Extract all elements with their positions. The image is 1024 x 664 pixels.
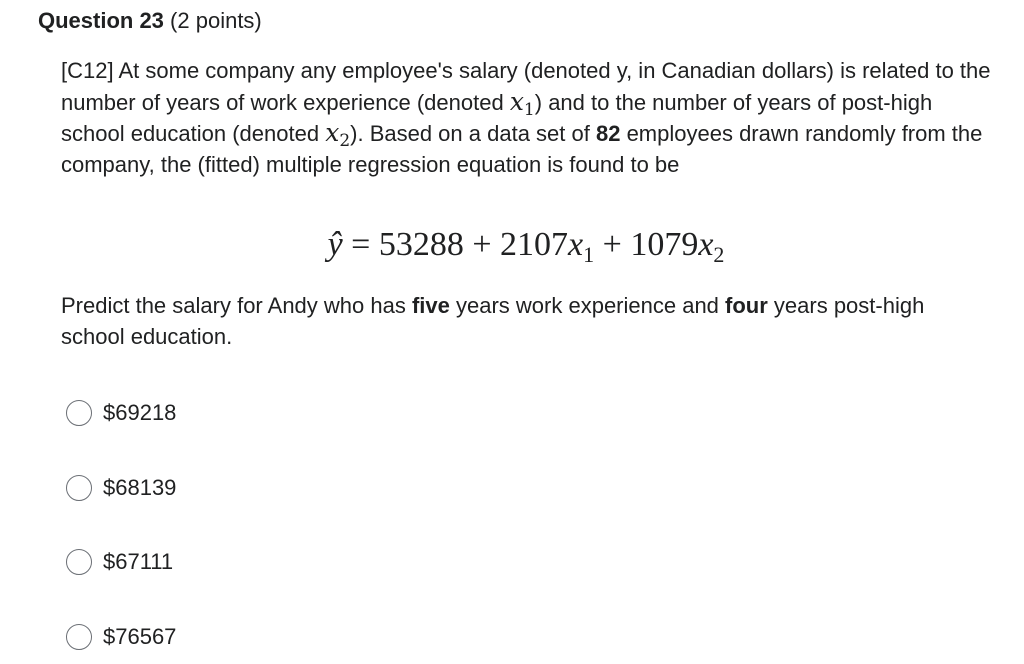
question-points: (2 points) xyxy=(170,8,262,33)
answer-option-3-label: $67111 xyxy=(103,549,174,574)
prompt-bold-2: four xyxy=(725,293,768,318)
question-header xyxy=(38,6,262,36)
equation-var-2: x xyxy=(698,226,714,263)
prompt-bold-1: five xyxy=(411,293,450,318)
answer-option-1[interactable] xyxy=(66,395,176,431)
radio-button-2[interactable] xyxy=(66,475,92,501)
math-variable-x2-letter: x xyxy=(325,118,340,147)
math-variable-x2-subscript: 2 xyxy=(339,131,351,151)
answer-option-2-label: $68139 xyxy=(103,475,177,500)
answer-option-2[interactable] xyxy=(66,470,176,506)
equation-equals: = xyxy=(351,226,371,263)
answer-option-4-label: $76567 xyxy=(103,624,177,649)
prompt-text-2: years work experience and xyxy=(449,293,726,318)
prompt-text-1: Predict the salary for Andy who has xyxy=(61,293,412,318)
equation-term-2 xyxy=(630,226,725,267)
question-prompt xyxy=(61,291,991,352)
radio-button-3[interactable] xyxy=(66,549,92,575)
math-variable-x1-subscript: 1 xyxy=(523,99,535,120)
math-variable-x2 xyxy=(325,118,351,151)
sample-size: 82 xyxy=(595,121,621,146)
question-stem xyxy=(61,56,991,180)
math-variable-x1 xyxy=(509,86,535,120)
equation-sub-2: 2 xyxy=(713,242,725,267)
stem-text-4: employees drawn randomly from the company, the (fitted) multiple regression equation is found to be xyxy=(61,121,983,177)
radio-button-4[interactable] xyxy=(66,624,92,650)
stem-text-1: [C12] At some company any employee's salary (denoted y, in Canadian dollars) is related to the number of years of work experience (denoted xyxy=(61,58,991,115)
equation-coef-1: 2107 xyxy=(500,226,569,263)
radio-button-1[interactable] xyxy=(66,400,92,426)
answer-option-1-label: $69218 xyxy=(103,400,177,425)
question-number: Question 23 xyxy=(38,8,164,33)
answer-option-3[interactable] xyxy=(66,544,173,580)
answer-option-4[interactable] xyxy=(66,619,176,655)
question-stem-text xyxy=(61,56,991,180)
math-variable-x1-letter: x xyxy=(509,86,524,116)
regression-equation xyxy=(0,223,1024,267)
prompt-text-3: years post-high school education. xyxy=(61,293,925,349)
stem-text-2: ) and to the number of years of post-high school education (denoted xyxy=(61,89,933,146)
equation-coef-2: 1079 xyxy=(630,226,699,263)
equation-intercept: 53288 xyxy=(378,226,464,263)
equation-lhs: ŷ xyxy=(327,226,343,263)
equation-var-1: x xyxy=(568,226,584,263)
equation-term-1 xyxy=(500,226,595,267)
equation-sub-1: 1 xyxy=(583,242,595,267)
equation-plus-1: + xyxy=(472,226,492,263)
stem-text-3: ). Based on a data set of xyxy=(350,121,596,146)
equation-plus-2: + xyxy=(602,226,622,263)
